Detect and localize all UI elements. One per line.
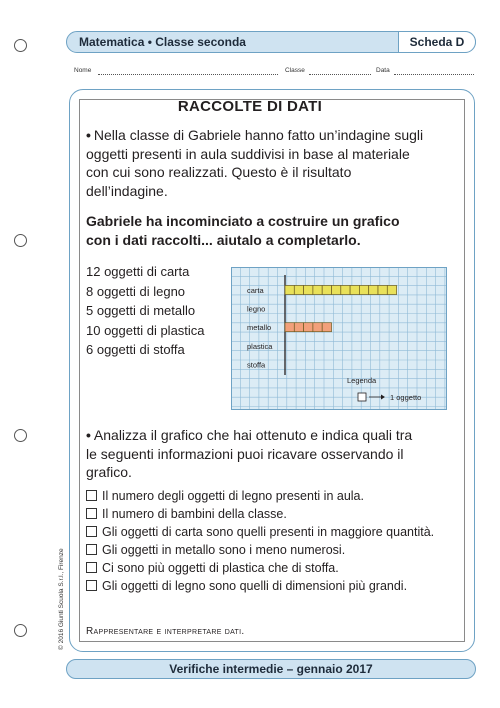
legend-arrowhead-icon — [381, 395, 385, 400]
option-checkbox[interactable] — [86, 526, 97, 537]
bar-unit-carta — [285, 286, 294, 295]
bar-chart-svg — [231, 267, 447, 410]
option-text: Gli oggetti di carta sono quelli presenti in maggiore quantità. — [102, 525, 435, 539]
option-row — [86, 541, 466, 559]
bar-unit-carta — [341, 286, 350, 295]
sheet-tab — [398, 31, 476, 53]
option-checkbox[interactable] — [86, 562, 97, 573]
category-label: carta — [247, 286, 264, 295]
copyright-notice: © 2016 Giunti Scuola S.r.l., Firenze — [58, 548, 65, 650]
bullet-icon: • — [86, 127, 91, 143]
bar-unit-carta — [332, 286, 341, 295]
bar-unit-carta — [387, 286, 396, 295]
class-field[interactable] — [309, 74, 371, 75]
data-list — [86, 262, 205, 360]
bar-unit-carta — [378, 286, 387, 295]
class-label: Classe — [285, 67, 305, 74]
list-item: 8 oggetti di legno — [86, 283, 186, 299]
option-text: Il numero degli oggetti di legno presenti in aula. — [102, 489, 364, 503]
header-bar — [66, 31, 476, 53]
bar-unit-carta — [322, 286, 331, 295]
option-text: Ci sono più oggetti di plastica che di stoffa. — [102, 561, 339, 575]
list-item: 5 oggetti di metallo — [86, 303, 196, 318]
intro-text: Nella classe di Gabriele hanno fatto un’indagine sugli oggetti presenti in aula suddivisi in base al materiale con cui sono realizzati. Questo è il risultato dell’indagine. — [86, 127, 424, 199]
option-checkbox[interactable] — [86, 508, 97, 519]
bar-chart — [231, 267, 447, 410]
category-label: legno — [247, 304, 266, 314]
bar-unit-metallo — [294, 323, 303, 332]
date-label: Data — [376, 67, 390, 74]
binder-hole-4 — [14, 624, 27, 637]
bar-unit-carta — [369, 286, 378, 295]
sheet-tab-label: Scheda D — [409, 35, 465, 49]
option-row — [86, 523, 466, 541]
option-checkbox[interactable] — [86, 490, 97, 501]
legend-title: Legenda — [347, 376, 377, 385]
bar-unit-carta — [304, 286, 313, 295]
options-list — [86, 487, 466, 595]
bar-unit-metallo — [285, 323, 294, 332]
bullet-icon: • — [86, 427, 91, 443]
option-text: Il numero di bambini della classe. — [102, 507, 287, 521]
bar-unit-carta — [359, 286, 368, 295]
binder-hole-1 — [14, 39, 27, 52]
list-item: 12 oggetti di carta — [86, 264, 190, 279]
option-text: Gli oggetti di legno sono quelli di dimensioni più grandi. — [102, 579, 408, 593]
bar-unit-metallo — [304, 323, 313, 332]
category-label: stoffa — [247, 360, 266, 370]
footer-text: Verifiche intermedie – gennaio 2017 — [169, 662, 373, 676]
question-text: Analizza il grafico che hai ottenuto e indica quali tra le seguenti informazioni puoi ricavare osservando il grafico. — [86, 427, 413, 480]
list-item: 6 oggetti di stoffa — [86, 342, 185, 357]
option-row — [86, 505, 466, 523]
option-row — [86, 487, 466, 505]
category-label: metallo — [247, 323, 272, 333]
name-label: Nome — [74, 67, 92, 74]
header-title: Matematica • Classe seconda — [79, 35, 246, 49]
bar-unit-metallo — [322, 323, 331, 332]
binder-hole-3 — [14, 429, 27, 442]
option-text: Gli oggetti in metallo sono i meno numerosi. — [102, 543, 346, 557]
bar-unit-carta — [313, 286, 322, 295]
student-fields — [74, 67, 474, 79]
footer-bar — [66, 659, 476, 679]
date-field[interactable] — [394, 74, 474, 75]
bar-unit-carta — [294, 286, 303, 295]
name-field[interactable] — [98, 74, 278, 75]
option-row — [86, 559, 466, 577]
list-item: 10 oggetti di plastica — [86, 322, 205, 338]
option-checkbox[interactable] — [86, 544, 97, 555]
question-paragraph — [86, 426, 421, 482]
worksheet-title: RACCOLTE DI DATI — [177, 98, 323, 115]
bar-unit-carta — [350, 286, 359, 295]
legend-square-icon — [358, 393, 366, 401]
binder-hole-2 — [14, 234, 27, 247]
skill-footnote: Rappresentare e interpretare dati. — [86, 626, 245, 637]
bar-unit-metallo — [313, 323, 322, 332]
option-row — [86, 577, 466, 595]
legend-label: 1 oggetto — [390, 393, 422, 402]
instruction-text: Gabriele ha incominciato a costruire un grafico con i dati raccolti... aiutalo a completarlo. — [86, 213, 400, 248]
category-label: plastica — [247, 341, 273, 351]
intro-paragraph — [86, 126, 431, 200]
option-checkbox[interactable] — [86, 580, 97, 591]
